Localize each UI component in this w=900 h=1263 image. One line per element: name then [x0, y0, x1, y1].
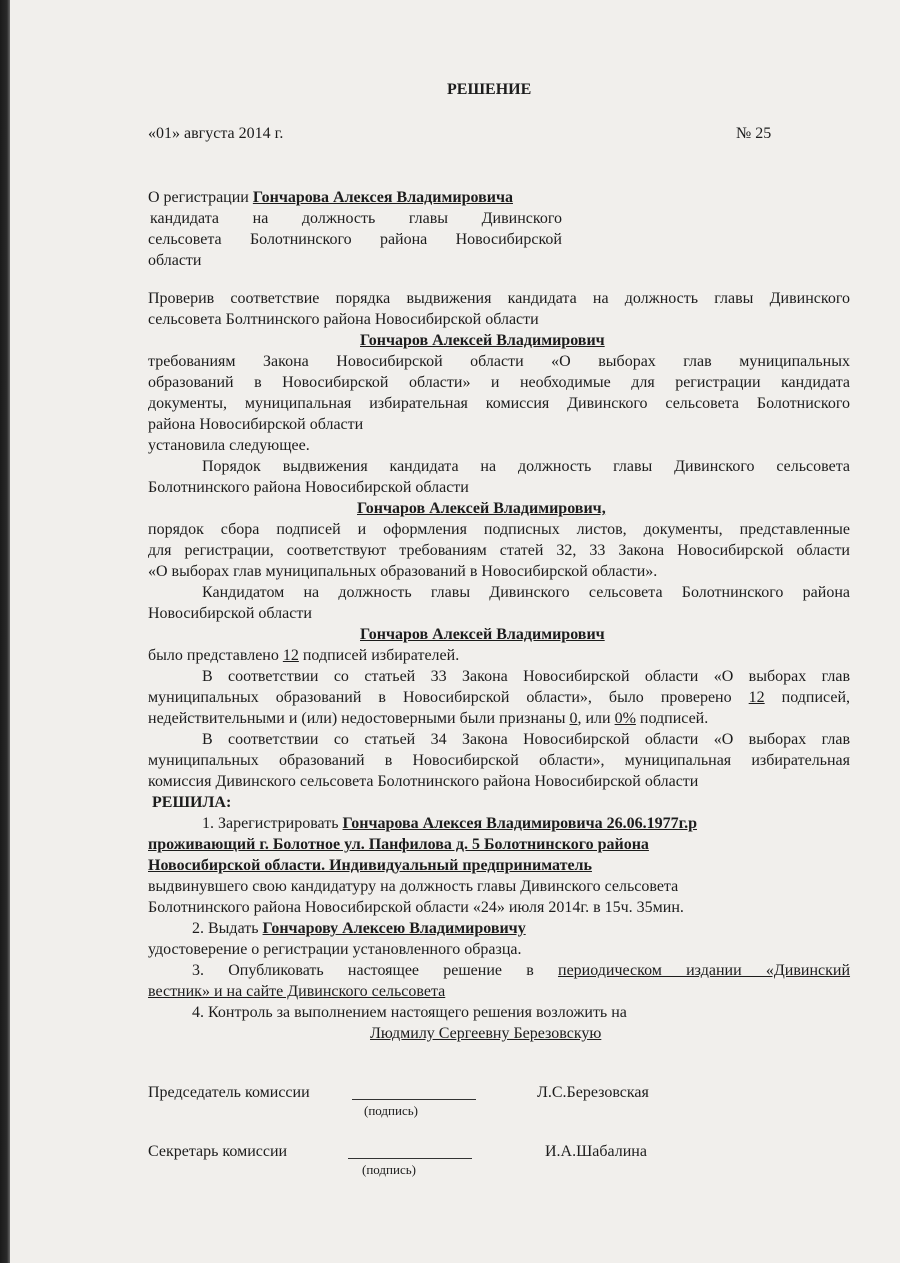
subject-line-2: кандидата на должность главы Дивинского — [150, 210, 562, 227]
intro-line-5: документы, муниципальная избирательная комиссия Дивинского сельсовета Болотниского — [148, 395, 850, 412]
chair-signature-hint: (подпись) — [364, 1103, 418, 1118]
resolved-heading: РЕШИЛА: — [152, 794, 232, 811]
registered-candidate: Гончарова Алексея Владимировича 26.06.1977г.р — [342, 815, 697, 832]
document-title: РЕШЕНИЕ — [447, 81, 532, 98]
scan-edge — [0, 0, 10, 1263]
item4-line-1: 4. Контроль за выполнением настоящего решения возложить на — [192, 1004, 627, 1021]
secretary-name: И.А.Шабалина — [545, 1143, 647, 1160]
para2-line-3: было представлено 12 подписей избирателей. — [148, 647, 460, 664]
item2-line-2: удостоверение о регистрации установленного образца. — [148, 941, 522, 958]
chair-label: Председатель комиссии — [148, 1084, 310, 1101]
subject-line-3: сельсовета Болотнинского района Новосибирской — [148, 231, 562, 248]
para3-line-2: муниципальных образований в Новосибирской области», было проверено 12 подписей, — [148, 689, 851, 706]
para1-line-2: Болотнинского района Новосибирской области — [148, 479, 469, 496]
secretary-signature-line — [348, 1158, 472, 1159]
chair-name: Л.С.Березовская — [537, 1084, 649, 1101]
para4-line-1: В соответствии со статьей 34 Закона Новосибирской области «О выборах глав — [202, 731, 850, 748]
document-date: «01» августа 2014 г. — [148, 125, 284, 142]
intro-line-4: образований в Новосибирской области» и необходимые для регистрации кандидата — [148, 374, 850, 391]
intro-line-1: Проверив соответствие порядка выдвижения кандидата на должность главы Дивинского — [148, 290, 850, 307]
signature-count: 12 — [282, 647, 299, 664]
intro-line-3: требованиям Закона Новосибирской области «О выборах глав муниципальных — [148, 353, 850, 370]
para1-line-5: «О выборах глав муниципальных образований в Новосибирской области». — [148, 563, 658, 580]
para2-line-2: Новосибирской области — [148, 605, 312, 622]
item2-line-1: 2. Выдать Гончарову Алексею Владимировичу — [192, 920, 526, 937]
candidate-name: Гончарова Алексея Владимировича — [252, 189, 513, 206]
checked-count: 12 — [748, 689, 765, 706]
subject-line-1: О регистрации Гончарова Алексея Владимировича — [148, 189, 513, 206]
para3-line-1: В соответствии со статьей 33 Закона Новосибирской области «О выборах глав — [202, 668, 850, 685]
newspaper-link: периодическом издании «Дивинский — [558, 962, 851, 979]
item4-line-2: Людмилу Сергеевну Березовскую — [370, 1025, 602, 1042]
subject-line-4: области — [148, 252, 202, 269]
item1-line-4: выдвинувшего свою кандидатуру на должность главы Дивинского сельсовета — [148, 878, 679, 895]
item3-line-2: вестник» и на сайте Дивинского сельсовета — [148, 983, 446, 1000]
candidate-name-3: Гончаров Алексей Владимирович — [360, 626, 605, 643]
intro-line-6: района Новосибирской области — [148, 416, 364, 433]
intro-line-7: установила следующее. — [148, 437, 310, 454]
candidate-name-dat: Гончарову Алексею Владимировичу — [262, 920, 526, 937]
item1-line-2: проживающий г. Болотное ул. Панфилова д. 5 Болотнинского района — [148, 836, 649, 853]
candidate-name-2: Гончаров Алексей Владимирович, — [357, 500, 606, 517]
invalid-count: 0 — [569, 710, 578, 727]
candidate-name-1: Гончаров Алексей Владимирович — [360, 332, 605, 349]
chair-signature-line — [352, 1099, 476, 1100]
para1-line-4: для регистрации, соответствуют требованиям статей 32, 33 Закона Новосибирской области — [148, 542, 850, 559]
para4-line-3: комиссия Дивинского сельсовета Болотнинского района Новосибирской области — [148, 773, 699, 790]
para2-line-1: Кандидатом на должность главы Дивинского сельсовета Болотнинского района — [202, 584, 850, 601]
para3-line-3: недействительными и (или) недостоверными были признаны 0, или 0% подписей. — [148, 710, 709, 727]
para1-line-3: порядок сбора подписей и оформления подписных листов, документы, представленные — [148, 521, 850, 538]
para1-line-1: Порядок выдвижения кандидата на должность главы Дивинского сельсовета — [202, 458, 850, 475]
intro-line-2: сельсовета Болтнинского района Новосибирской области — [148, 311, 539, 328]
item1-line-3: Новосибирской области. Индивидуальный предприниматель — [148, 857, 592, 874]
item3-line-1: 3. Опубликовать настоящее решение в периодическом издании «Дивинский — [192, 962, 851, 979]
secretary-label: Секретарь комиссии — [148, 1143, 288, 1160]
document-number: № 25 — [736, 125, 772, 142]
secretary-signature-hint: (подпись) — [362, 1162, 416, 1177]
item1-line-5: Болотнинского района Новосибирской области «24» июля 2014г. в 15ч. 35мин. — [148, 899, 684, 916]
invalid-percent: 0% — [614, 710, 636, 727]
para4-line-2: муниципальных образований в Новосибирской области», муниципальная избирательная — [148, 752, 850, 769]
item1-line-1: 1. Зарегистрировать Гончарова Алексея Владимировича 26.06.1977г.р — [202, 815, 697, 832]
